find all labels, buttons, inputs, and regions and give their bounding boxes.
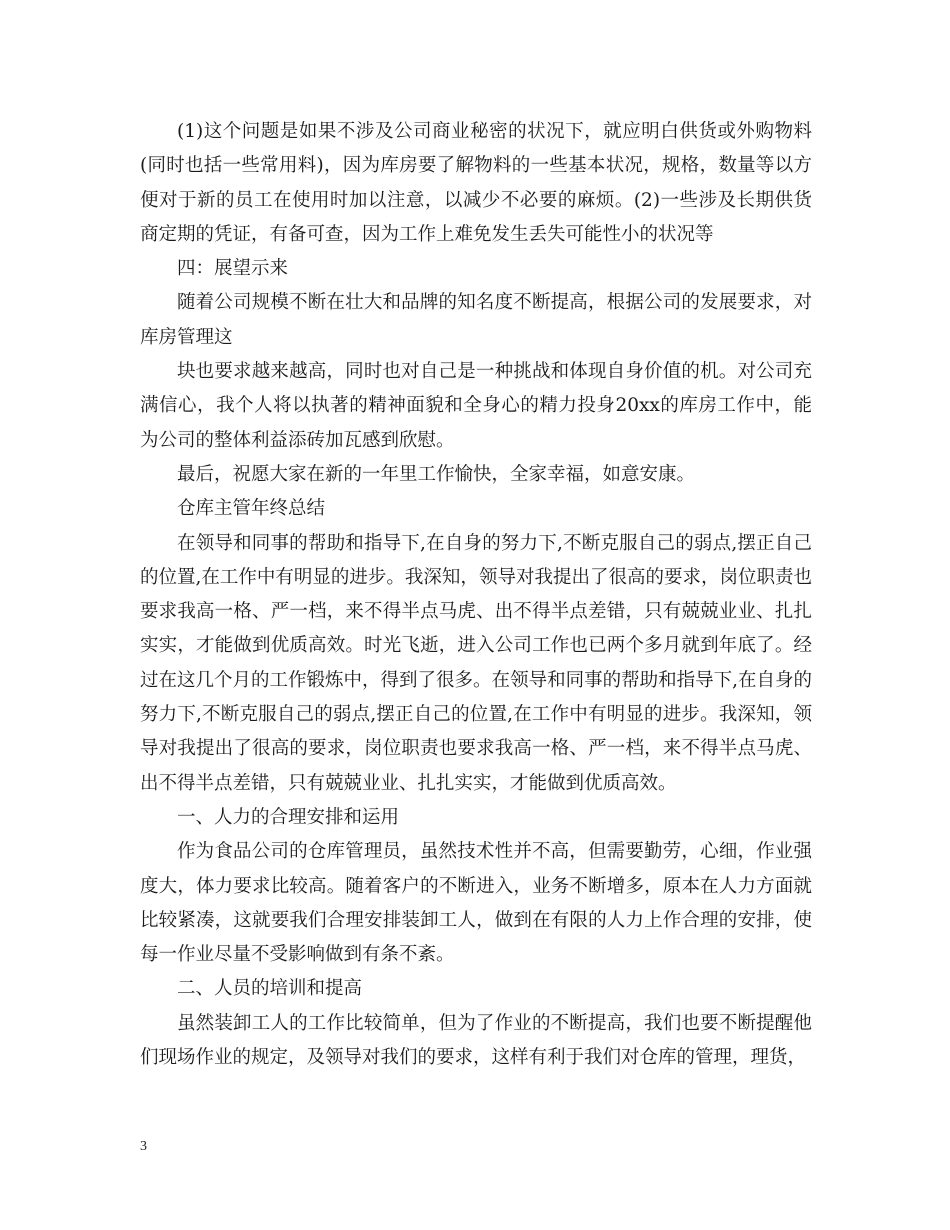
- paragraph-7: 虽然装卸工人的工作比较简单，但为了作业的不断提高，我们也要不断提醒他们现场作业的规定，及领导对我们的要求，这样有利于我们对仓库的管理，理货，: [140, 1012, 812, 1069]
- document-title: 仓库主管年终总结: [177, 498, 326, 520]
- section-heading-2: 二、人员的培训和提高: [177, 978, 363, 1000]
- paragraph-4: 最后，祝愿大家在新的一年里工作愉快，全家幸福，如意安康。: [177, 463, 696, 485]
- paragraph-3: 块也要求越来越高，同时也对自己是一种挑战和体现自身价值的机。对公司充满信心，我个人将以执著的精神面貌和全身心的精力投身20xx的库房工作中，能为公司的整体利益添砖加瓦感到欣慰。: [140, 361, 812, 451]
- section-heading-4: 四：展望示来: [177, 258, 289, 280]
- document-body: [140, 115, 812, 1075]
- page-number: 3: [140, 1139, 147, 1154]
- paragraph-1: (1)这个问题是如果不涉及公司商业秘密的状况下，就应明白供货或外购物料(同时也括一些常用料)，因为库房要了解物料的一些基本状况，规格，数量等以方便对于新的员工在使用时加以注意，以减少不必要的麻烦。(2)一些涉及长期供货商定期的凭证，有备可查，因为工作上难免发生丢失可能性小的状况等: [140, 121, 812, 245]
- paragraph-6: 作为食品公司的仓库管理员，虽然技术性并不高，但需要勤劳，心细，作业强度大，体力要求比较高。随着客户的不断进入，业务不断增多，原本在人力方面就比较紧凑，这就要我们合理安排装卸工人，做到在有限的人力上作合理的安排，使每一作业尽量不受影响做到有条不紊。: [140, 841, 812, 966]
- paragraph-2: 随着公司规模不断在壮大和品牌的知名度不断提高，根据公司的发展要求，对库房管理这: [140, 292, 812, 348]
- paragraph-5: 在领导和同事的帮助和指导下,在自身的努力下,不断克服自己的弱点,摆正自己的位置,在工作中有明显的进步。我深知，领导对我提出了很高的要求，岗位职责也要求我高一格、严一档，来不得半点马虎、出不得半点差错，只有兢兢业业、扎扎实实，才能做到优质高效。时光飞逝，进入公司工作也已两个多月就到年底了。经过在这几个月的工作锻炼中，得到了很多。在领导和同事的帮助和指导下,在自身的努力下,不断克服自己的弱点,摆正自己的位置,在工作中有明显的进步。我深知，领导对我提出了很高的要求，岗位职责也要求我高一格、严一档，来不得半点马虎、出不得半点差错，只有兢兢业业、扎扎实实，才能做到优质高效。: [140, 532, 812, 794]
- section-heading-1: 一、人力的合理安排和运用: [177, 806, 400, 828]
